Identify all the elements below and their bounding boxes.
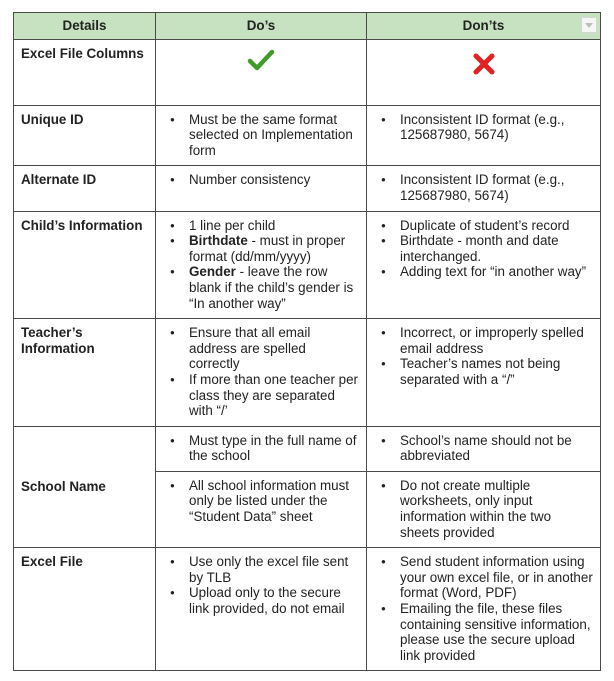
cross-icon: [471, 52, 497, 76]
donts-school-name-b: [367, 471, 601, 547]
list-item: ● Inconsistent ID format (e.g., 125687980, 5674): [373, 112, 594, 143]
detail-child-information: Child’s Information: [14, 211, 156, 319]
birthdate-text: - must in proper format (dd/mm/yyyy): [189, 233, 346, 264]
row-excel-file: [14, 548, 601, 671]
donts-cross-cell: [367, 39, 601, 105]
dos-unique-id: [156, 105, 367, 166]
dos-school-name-b: [156, 471, 367, 547]
donts-alternate-id: [367, 166, 601, 211]
dos-school-name-a: [156, 426, 367, 471]
list-item: ● Do not create multiple worksheets, only input information within the two sheets provided: [373, 478, 594, 540]
row-excel-file-columns: [14, 39, 601, 105]
row-school-name-a: [14, 426, 601, 471]
list-item: [162, 233, 360, 264]
detail-alternate-id: Alternate ID: [14, 166, 156, 211]
detail-excel-file-columns: Excel File Columns: [14, 39, 156, 105]
list-item: ● 1 line per child: [162, 218, 360, 234]
donts-teacher-information: [367, 319, 601, 427]
list-item: ● Number consistency: [162, 172, 360, 188]
dos-alternate-id: [156, 166, 367, 211]
detail-school-name: School Name: [14, 426, 156, 548]
donts-excel-file: [367, 548, 601, 671]
dos-child-information: [156, 211, 367, 319]
detail-unique-id: Unique ID: [14, 105, 156, 166]
dos-check-cell: [156, 39, 367, 105]
header-dos: Do’s: [156, 13, 367, 40]
gender-text: - leave the row blank if the child’s gender is “In another way”: [189, 264, 354, 311]
filter-dropdown-icon[interactable]: [581, 17, 597, 33]
row-unique-id: [14, 105, 601, 166]
list-item: ● Send student information using your own excel file, or in another format (Word, PDF): [373, 554, 594, 601]
list-item: ● Adding text for “in another way”: [373, 264, 594, 280]
list-item: ● Inconsistent ID format (e.g., 125687980, 5674): [373, 172, 594, 203]
list-item: ● All school information must only be listed under the “Student Data” sheet: [162, 478, 360, 525]
dos-donts-table: [13, 12, 601, 671]
list-item: ● Birthdate - month and date interchanged.: [373, 233, 594, 264]
donts-school-name-a: [367, 426, 601, 471]
list-item: ● Teacher’s names not being separated with a “/”: [373, 356, 594, 387]
list-item: ● Must type in the full name of the school: [162, 433, 360, 464]
gender-label: Gender: [189, 264, 236, 280]
list-item: ● Emailing the file, these files containing sensitive information, please use the secure upload link provided: [373, 601, 594, 663]
list-item: ● Must be the same format selected on Implementation form: [162, 112, 360, 159]
detail-teacher-information: Teacher’s Information: [14, 319, 156, 427]
list-item: ● If more than one teacher per class they are separated with “/’: [162, 372, 360, 419]
row-teacher-information: [14, 319, 601, 427]
list-item: ● Upload only to the secure link provided, do not email: [162, 585, 360, 616]
row-child-information: [14, 211, 601, 319]
list-item: [162, 264, 360, 311]
header-row: [14, 13, 601, 40]
detail-excel-file: Excel File: [14, 548, 156, 671]
list-item: ● Duplicate of student’s record: [373, 218, 594, 234]
birthdate-label: Birthdate: [189, 233, 248, 249]
check-icon: [247, 48, 275, 72]
dos-teacher-information: [156, 319, 367, 427]
list-item: ● Use only the excel file sent by TLB: [162, 554, 360, 585]
donts-child-information: [367, 211, 601, 319]
donts-unique-id: [367, 105, 601, 166]
dos-excel-file: [156, 548, 367, 671]
list-item: ● Ensure that all email address are spelled correctly: [162, 325, 360, 372]
list-item: ● School’s name should not be abbreviated: [373, 433, 594, 464]
list-item: ● Incorrect, or improperly spelled email address: [373, 325, 594, 356]
row-alternate-id: [14, 166, 601, 211]
header-details: Details: [14, 13, 156, 40]
header-donts: [367, 13, 601, 40]
header-donts-label: Don’ts: [462, 18, 505, 33]
